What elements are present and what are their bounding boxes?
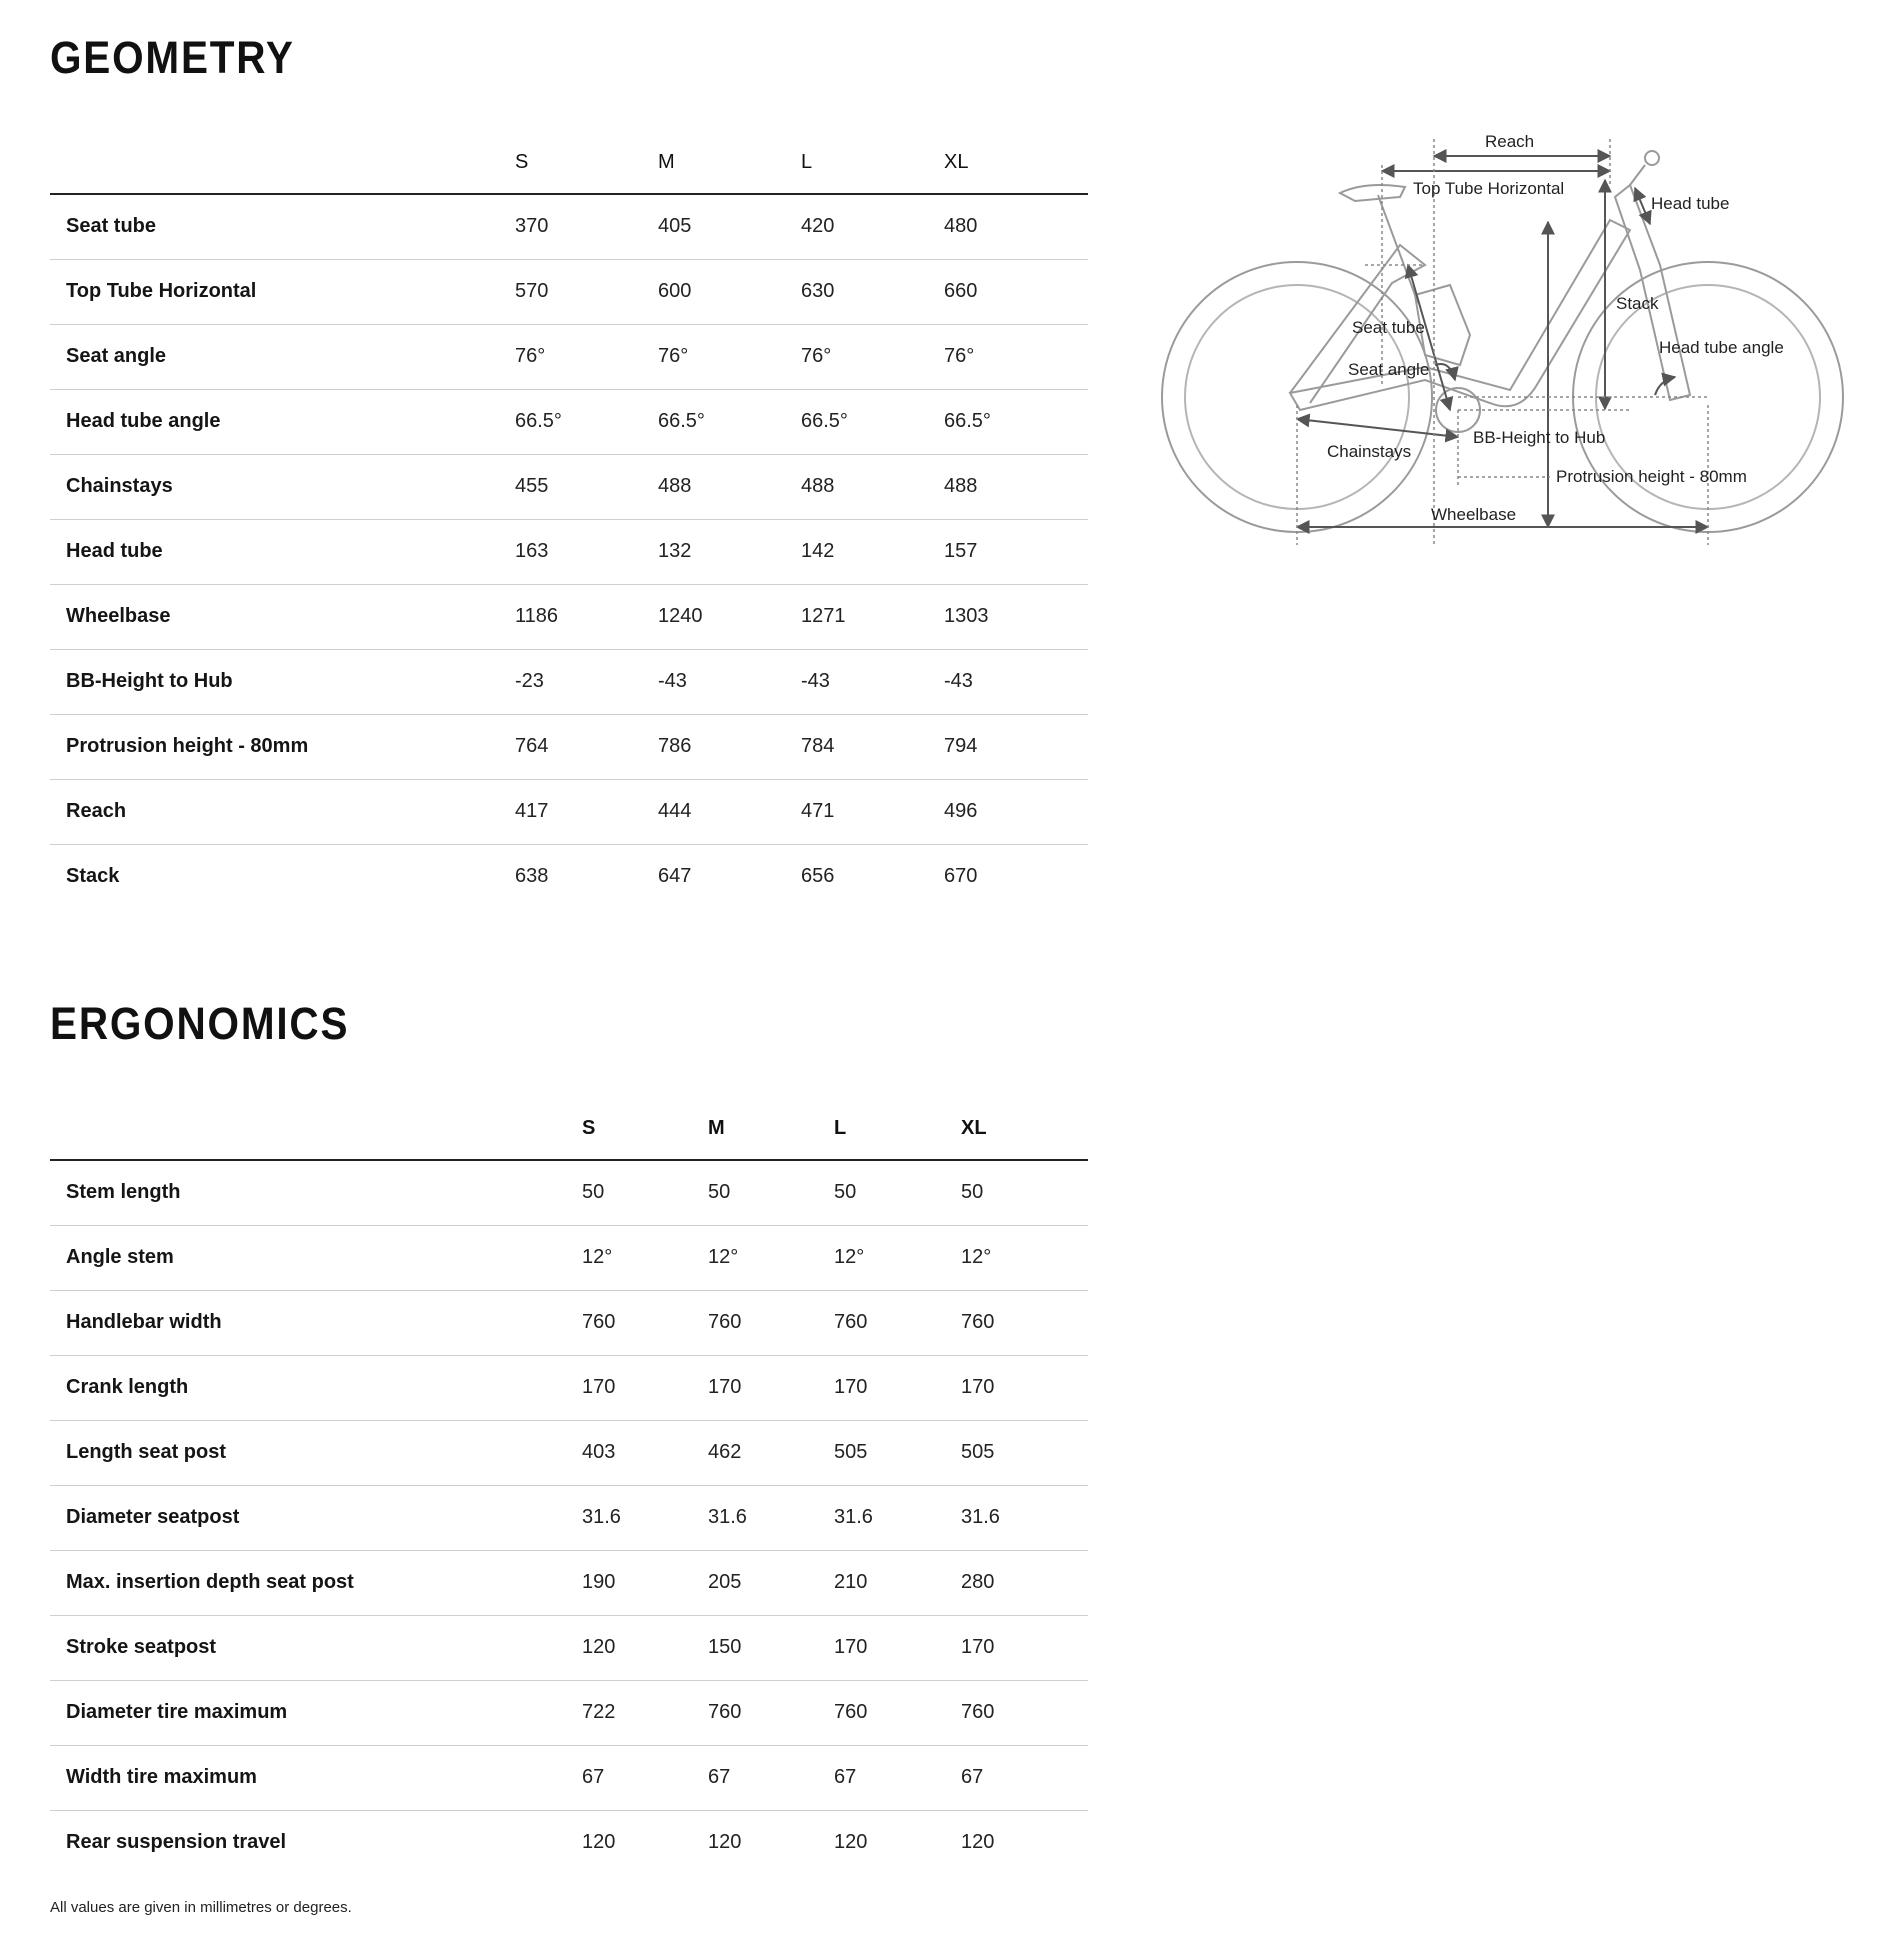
cell-s: 1186: [515, 605, 559, 627]
row-label: Stack: [66, 865, 120, 888]
cell-s: 120: [582, 1831, 616, 1854]
geometry-header-blank: [50, 137, 515, 194]
cell-s: 120: [582, 1636, 616, 1658]
cell-m: 600: [658, 280, 692, 302]
cell-m: 205: [708, 1571, 742, 1593]
cell-s: 417: [515, 800, 549, 822]
row-label: Diameter tire maximum: [66, 1701, 288, 1723]
row-label: Top Tube Horizontal: [66, 280, 257, 302]
cell-s: 50: [582, 1181, 605, 1204]
cell-m: -43: [658, 670, 687, 692]
cell-m: 50: [708, 1181, 731, 1204]
cell-xl: 120: [961, 1831, 995, 1854]
table-row: [50, 844, 1088, 909]
diagram-label-head-tube-angle: Head tube angle: [1659, 338, 1784, 357]
cell-l: 67: [834, 1766, 857, 1788]
cell-l: 12°: [834, 1246, 865, 1268]
cell-l: 471: [801, 800, 835, 822]
row-label: Reach: [66, 800, 127, 822]
diagram-label-reach: Reach: [1485, 132, 1535, 151]
cell-m: 120: [708, 1831, 742, 1854]
cell-xl: 660: [944, 280, 978, 302]
cell-s: 455: [515, 475, 549, 497]
table-row: [50, 1550, 1088, 1615]
cell-l: 760: [834, 1701, 868, 1723]
ergonomics-header-l: L: [834, 1103, 961, 1160]
cell-xl: 170: [961, 1636, 995, 1658]
cell-s: 76°: [515, 345, 546, 367]
cell-m: 786: [658, 735, 692, 757]
geometry-header-row: [50, 137, 1088, 194]
row-label: Diameter seatpost: [66, 1506, 240, 1528]
row-label: BB-Height to Hub: [66, 670, 233, 692]
cell-s: 12°: [582, 1246, 613, 1268]
cell-l: 210: [834, 1571, 868, 1593]
cell-m: 12°: [708, 1246, 739, 1268]
diagram-label-seat-angle: Seat angle: [1348, 360, 1430, 379]
ergonomics-header-m: M: [708, 1103, 834, 1160]
cell-xl: 280: [961, 1571, 995, 1593]
cell-l: 488: [801, 475, 835, 497]
cell-m: 405: [658, 215, 692, 238]
table-row: [50, 1290, 1088, 1355]
diagram-label-stack: Stack: [1616, 294, 1659, 313]
cell-xl: 76°: [944, 345, 975, 367]
diagram-label-wheelbase: Wheelbase: [1431, 505, 1517, 524]
geometry-header-m: M: [658, 137, 801, 194]
cell-l: 31.6: [834, 1506, 873, 1528]
cell-m: 170: [708, 1376, 742, 1398]
cell-l: 142: [801, 540, 835, 562]
table-row: [50, 1160, 1088, 1225]
diagram-label-top-tube-horizontal: Top Tube Horizontal: [1413, 179, 1565, 198]
row-label: Width tire maximum: [66, 1766, 257, 1788]
row-label: Head tube angle: [66, 410, 221, 432]
cell-m: 760: [708, 1701, 742, 1723]
cell-l: 170: [834, 1636, 868, 1658]
cell-m: 76°: [658, 345, 689, 367]
table-row: [50, 1485, 1088, 1550]
cell-m: 462: [708, 1441, 742, 1463]
table-row: [50, 1355, 1088, 1420]
table-row: [50, 1745, 1088, 1810]
geometry-table: [50, 137, 1088, 909]
cell-xl: 12°: [961, 1246, 992, 1268]
cell-l: 760: [834, 1311, 868, 1333]
table-row: [50, 779, 1088, 844]
row-label: Length seat post: [66, 1441, 227, 1463]
table-row: [50, 714, 1088, 779]
ergonomics-header-row: [50, 1103, 1088, 1160]
cell-xl: 760: [961, 1311, 995, 1333]
cell-s: 570: [515, 280, 549, 302]
cell-xl: 31.6: [961, 1506, 1000, 1528]
ergonomics-header-s: S: [582, 1103, 708, 1160]
table-row: [50, 519, 1088, 584]
table-row: [50, 1615, 1088, 1680]
cell-xl: 50: [961, 1181, 984, 1204]
table-row: [50, 194, 1088, 259]
table-row: [50, 389, 1088, 454]
cell-s: 66.5°: [515, 410, 562, 432]
geometry-header-s: S: [515, 137, 658, 194]
ergonomics-header-blank: [50, 1103, 582, 1160]
table-row: [50, 1680, 1088, 1745]
cell-l: 420: [801, 215, 835, 238]
cell-xl: 1303: [944, 605, 989, 627]
cell-l: 1271: [801, 605, 846, 627]
cell-m: 1240: [658, 605, 703, 627]
ergonomics-header-xl: XL: [961, 1103, 1088, 1160]
table-row: [50, 1420, 1088, 1485]
cell-s: 760: [582, 1311, 616, 1333]
row-label: Crank length: [66, 1376, 189, 1398]
geometry-header-l: L: [801, 137, 944, 194]
cell-s: 163: [515, 540, 549, 562]
cell-xl: 480: [944, 215, 978, 238]
row-label: Seat tube: [66, 215, 157, 238]
cell-xl: 488: [944, 475, 978, 497]
table-row: [50, 584, 1088, 649]
row-label: Head tube: [66, 540, 163, 562]
cell-l: 505: [834, 1441, 868, 1463]
diagram-label-seat-tube: Seat tube: [1352, 318, 1425, 337]
ergonomics-title: ERGONOMICS: [50, 998, 350, 1049]
cell-l: 76°: [801, 345, 832, 367]
cell-m: 647: [658, 865, 692, 888]
row-label: Wheelbase: [66, 605, 171, 627]
cell-l: 66.5°: [801, 410, 848, 432]
table-row: [50, 259, 1088, 324]
cell-l: 784: [801, 735, 835, 757]
cell-s: 31.6: [582, 1506, 621, 1528]
row-label: Max. insertion depth seat post: [66, 1571, 354, 1593]
cell-xl: 794: [944, 735, 978, 757]
row-label: Stem length: [66, 1181, 181, 1204]
cell-s: 638: [515, 865, 549, 888]
ergonomics-table: [50, 1103, 1088, 1875]
cell-s: 190: [582, 1571, 616, 1593]
cell-m: 132: [658, 540, 692, 562]
geometry-header-xl: XL: [944, 137, 1088, 194]
cell-xl: 170: [961, 1376, 995, 1398]
table-row: [50, 1225, 1088, 1290]
row-label: Handlebar width: [66, 1311, 222, 1333]
cell-l: 656: [801, 865, 835, 888]
footnote: All values are given in millimetres or degrees.: [50, 1899, 352, 1916]
cell-l: 50: [834, 1181, 857, 1204]
cell-xl: 670: [944, 865, 978, 888]
cell-s: -23: [515, 670, 544, 692]
cell-xl: 496: [944, 800, 978, 822]
row-label: Protrusion height - 80mm: [66, 735, 309, 757]
cell-m: 66.5°: [658, 410, 705, 432]
row-label: Angle stem: [66, 1246, 174, 1268]
table-row: [50, 1810, 1088, 1875]
bike-geometry-diagram: [1160, 125, 1850, 545]
row-label: Seat angle: [66, 345, 167, 367]
row-label: Stroke seatpost: [66, 1636, 217, 1658]
diagram-label-head-tube: Head tube: [1651, 194, 1730, 213]
diagram-label-chainstays: Chainstays: [1327, 442, 1412, 461]
cell-s: 403: [582, 1441, 616, 1463]
row-label: Chainstays: [66, 475, 173, 497]
cell-xl: 760: [961, 1701, 995, 1723]
cell-xl: 505: [961, 1441, 995, 1463]
cell-m: 760: [708, 1311, 742, 1333]
diagram-label-protrusion-height: Protrusion height - 80mm: [1556, 467, 1747, 486]
cell-l: 170: [834, 1376, 868, 1398]
cell-s: 764: [515, 735, 549, 757]
cell-l: -43: [801, 670, 830, 692]
cell-m: 67: [708, 1766, 731, 1788]
cell-xl: 66.5°: [944, 410, 991, 432]
geometry-title: GEOMETRY: [50, 32, 295, 83]
table-row: [50, 649, 1088, 714]
table-row: [50, 454, 1088, 519]
cell-l: 120: [834, 1831, 868, 1854]
cell-s: 170: [582, 1376, 616, 1398]
cell-xl: -43: [944, 670, 973, 692]
cell-m: 31.6: [708, 1506, 747, 1528]
cell-m: 150: [708, 1636, 742, 1658]
diagram-label-bb-height-to-hub: BB-Height to Hub: [1473, 428, 1606, 447]
row-label: Rear suspension travel: [66, 1831, 287, 1854]
cell-xl: 67: [961, 1766, 984, 1788]
cell-l: 630: [801, 280, 835, 302]
table-row: [50, 324, 1088, 389]
cell-xl: 157: [944, 540, 978, 562]
cell-m: 488: [658, 475, 692, 497]
cell-s: 67: [582, 1766, 605, 1788]
cell-s: 722: [582, 1701, 616, 1723]
cell-m: 444: [658, 800, 692, 822]
cell-s: 370: [515, 215, 549, 238]
